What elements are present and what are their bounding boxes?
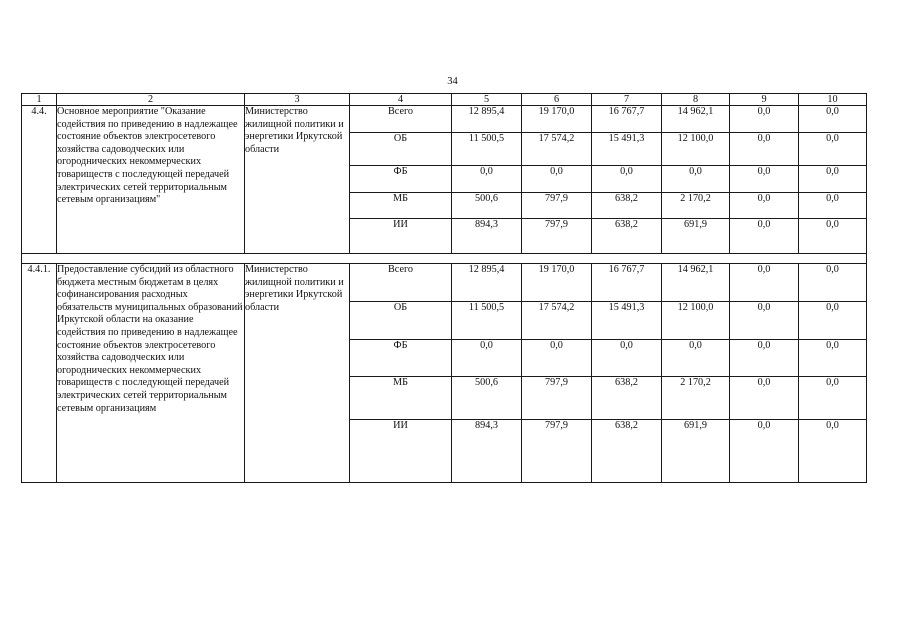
value-cell: 0,0 <box>730 133 799 166</box>
value-cell: 12 895,4 <box>452 264 522 302</box>
value-cell: 797,9 <box>522 219 592 254</box>
value-cell: 638,2 <box>592 219 662 254</box>
value-cell: 894,3 <box>452 219 522 254</box>
value-cell: 691,9 <box>662 219 730 254</box>
value-cell: 797,9 <box>522 420 592 483</box>
value-cell: 0,0 <box>592 340 662 377</box>
header-cell: 7 <box>592 94 662 106</box>
value-cell: 0,0 <box>799 219 867 254</box>
page-number: 34 <box>447 76 458 87</box>
header-cell: 1 <box>22 94 57 106</box>
source-label: Всего <box>350 106 452 133</box>
value-cell: 11 500,5 <box>452 133 522 166</box>
value-cell: 0,0 <box>730 302 799 340</box>
value-cell: 0,0 <box>730 193 799 219</box>
value-cell: 19 170,0 <box>522 106 592 133</box>
item-number: 4.4.1. <box>22 264 57 483</box>
source-label: ОБ <box>350 133 452 166</box>
value-cell: 2 170,2 <box>662 377 730 420</box>
value-cell: 14 962,1 <box>662 264 730 302</box>
item-description: Предоставление субсидий из областного бюджета местным бюджетам в целях софинансирования расходных обязательств муниципальных образований Иркутской области на оказание содействия по приведению в надлежащее состояние объектов электросетевого хозяйства садоводческих или огороднических некоммерческих товариществ с последующей передачей электрических сетей территориальным сетевым организациям <box>57 264 245 483</box>
value-cell: 17 574,2 <box>522 302 592 340</box>
value-cell: 0,0 <box>799 133 867 166</box>
value-cell: 0,0 <box>730 219 799 254</box>
value-cell: 16 767,7 <box>592 106 662 133</box>
row-spacer <box>22 254 867 264</box>
item-responsible: Министерство жилищной политики и энергетики Иркутской области <box>245 106 350 254</box>
header-cell: 4 <box>350 94 452 106</box>
value-cell: 15 491,3 <box>592 133 662 166</box>
value-cell: 691,9 <box>662 420 730 483</box>
budget-table <box>21 93 867 483</box>
value-cell: 500,6 <box>452 377 522 420</box>
value-cell: 15 491,3 <box>592 302 662 340</box>
value-cell: 0,0 <box>730 377 799 420</box>
header-cell: 2 <box>57 94 245 106</box>
value-cell: 894,3 <box>452 420 522 483</box>
source-label: МБ <box>350 377 452 420</box>
value-cell: 797,9 <box>522 377 592 420</box>
source-label: ОБ <box>350 302 452 340</box>
value-cell: 14 962,1 <box>662 106 730 133</box>
value-cell: 0,0 <box>799 340 867 377</box>
value-cell: 12 100,0 <box>662 133 730 166</box>
value-cell: 638,2 <box>592 377 662 420</box>
value-cell: 0,0 <box>799 106 867 133</box>
header-row <box>22 94 867 106</box>
value-cell: 0,0 <box>662 340 730 377</box>
table-row <box>22 106 867 133</box>
value-cell: 797,9 <box>522 193 592 219</box>
value-cell: 0,0 <box>799 166 867 193</box>
value-cell: 16 767,7 <box>592 264 662 302</box>
value-cell: 0,0 <box>730 340 799 377</box>
header-cell: 6 <box>522 94 592 106</box>
value-cell: 19 170,0 <box>522 264 592 302</box>
value-cell: 0,0 <box>452 166 522 193</box>
value-cell: 0,0 <box>799 302 867 340</box>
header-cell: 3 <box>245 94 350 106</box>
value-cell: 638,2 <box>592 193 662 219</box>
item-number: 4.4. <box>22 106 57 254</box>
value-cell: 0,0 <box>452 340 522 377</box>
header-cell: 8 <box>662 94 730 106</box>
value-cell: 12 895,4 <box>452 106 522 133</box>
value-cell: 638,2 <box>592 420 662 483</box>
source-label: ИИ <box>350 420 452 483</box>
value-cell: 2 170,2 <box>662 193 730 219</box>
source-label: ФБ <box>350 340 452 377</box>
value-cell: 0,0 <box>522 340 592 377</box>
item-description: Основное мероприятие "Оказание содействия по приведению в надлежащее состояние объектов электросетевого хозяйства садоводческих или огороднических некоммерческих товариществ с последующей передачей электрических сетей территориальным сетевым организациям" <box>57 106 245 254</box>
value-cell: 11 500,5 <box>452 302 522 340</box>
source-label: МБ <box>350 193 452 219</box>
value-cell: 0,0 <box>799 193 867 219</box>
value-cell: 0,0 <box>799 377 867 420</box>
value-cell: 0,0 <box>730 166 799 193</box>
source-label: ФБ <box>350 166 452 193</box>
source-label: ИИ <box>350 219 452 254</box>
header-cell: 10 <box>799 94 867 106</box>
value-cell: 0,0 <box>799 264 867 302</box>
value-cell: 0,0 <box>799 420 867 483</box>
value-cell: 0,0 <box>522 166 592 193</box>
value-cell: 12 100,0 <box>662 302 730 340</box>
value-cell: 0,0 <box>662 166 730 193</box>
item-responsible: Министерство жилищной политики и энергетики Иркутской области <box>245 264 350 483</box>
value-cell: 0,0 <box>730 420 799 483</box>
value-cell: 0,0 <box>730 264 799 302</box>
source-label: Всего <box>350 264 452 302</box>
value-cell: 17 574,2 <box>522 133 592 166</box>
header-cell: 9 <box>730 94 799 106</box>
value-cell: 500,6 <box>452 193 522 219</box>
value-cell: 0,0 <box>592 166 662 193</box>
value-cell: 0,0 <box>730 106 799 133</box>
table-row <box>22 264 867 302</box>
header-cell: 5 <box>452 94 522 106</box>
